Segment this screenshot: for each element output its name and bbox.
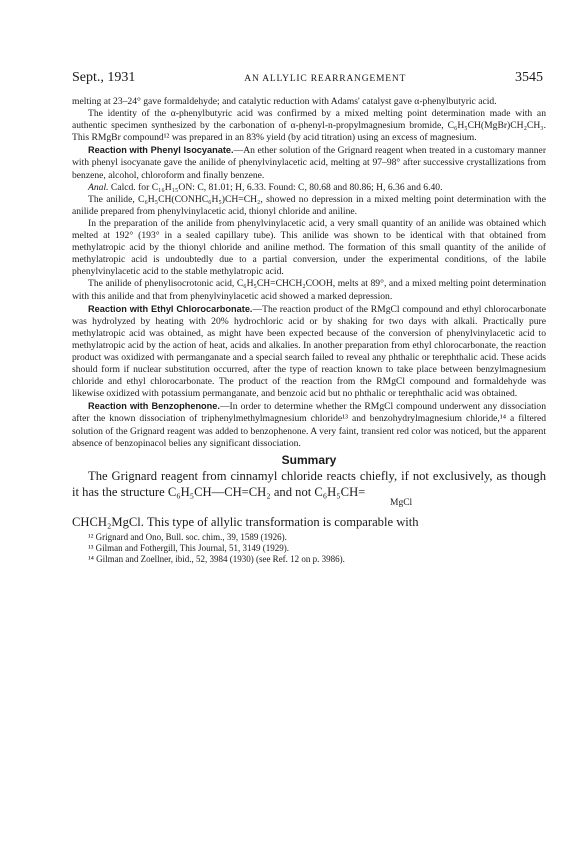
paragraph-continuation: melting at 23–24° gave formaldehyde; and catalytic reduction with Adams' catalyst gave α-phenylbutyric acid. <box>72 96 497 107</box>
header-page-number: 3545 <box>514 70 543 85</box>
footnote-14: ¹⁴ Gilman and Zoellner, ibid., 52, 3984 (1930) (see Ref. 12 on p. 3986). <box>88 554 345 565</box>
structure-substituent-row <box>72 497 546 514</box>
footnote-12: ¹² Grignard and Ono, Bull. soc. chim., 39, 1589 (1926). <box>88 531 287 542</box>
page-header <box>72 70 543 88</box>
paragraph-ethyl-chlorocarbonate <box>72 303 546 401</box>
summary-heading: Summary <box>281 452 337 467</box>
article-body <box>72 96 546 565</box>
paragraph-phenyl-isocyanate <box>72 144 546 181</box>
footnote-13: ¹³ Gilman and Fothergill, This Journal, 51, 3149 (1929). <box>88 543 290 554</box>
paragraph-benzophenone <box>72 400 546 449</box>
paragraph-text: —In order to determine whether the RMgCl compound underwent any dissociation after the known dissociation of triphenylmethylmagnesium chloride¹³ and benzohydrylmagnesium chloride,¹⁴ a filtered solution of the Grignard reagent was added to benzophenone. A very faint, transient red color was noticed, but the apparent absence of benzopinacol belies any significant dissociation. <box>72 401 547 449</box>
paragraph-anilide: The anilide, C₆H₅CH(CONHC₆H₅)CH=CH₂, showed no depression in a mixed melting point determination with the anilide prepared from phenylvinylacetic acid, thionyl chloride and aniline. <box>72 193 546 217</box>
summary-line-1: The Grignard reagent from cinnamyl chloride reacts chiefly, if not exclusively, as though it has the structure C₆H₅CH—CH=CH₂ and not C₆H₅CH= <box>72 468 546 499</box>
run-in-heading: Reaction with Benzophenone. <box>88 401 220 412</box>
paragraph-preparation: In the preparation of the anilide from phenylvinylacetic acid, a very small quantity of an anilide was obtained which melted at 192° (193° in a sealed capillary tube). This anilide was shown to be identical with that obtained from methylatropic acid by the thionyl chloride and aniline method. The formation of this small quantity of the anilide of methylatropic acid is undoubtedly due to a partial conversion, under the experimental conditions, of the labile phenylvinylacetic acid to the stable methylatropic acid. <box>72 217 546 278</box>
header-date: Sept., 1931 <box>72 70 136 85</box>
summary-line-2: CHCH₂MgCl. This type of allylic transformation is comparable with <box>72 514 419 529</box>
paragraph-isocrotonic: The anilide of phenylisocrotonic acid, C₆H₅CH=CHCH₂COOH, melts at 89°, and a mixed melting point determination with this anilide and that from phenylvinylacetic acid showed a marked depression. <box>72 278 546 302</box>
analysis-label: Anal. <box>88 181 109 193</box>
paragraph-text: —An ether solution of the Grignard reagent when treated in a customary manner with phenyl isocyanate gave the anilide of phenylvinylacetic acid, melting at 97–98° after successive crystallizations from benzene, alcohol, chloroform and finally benzene. <box>72 145 547 181</box>
paragraph-analysis <box>72 182 546 194</box>
paragraph-text: Calcd. for C₁₆H₁₅ON: C, 81.01; H, 6.33. Found: C, 80.68 and 80.86; H, 6.36 and 6.40. <box>108 181 443 193</box>
paragraph-identity: The identity of the α-phenylbutyric acid was confirmed by a mixed melting point determination made with an authentic specimen synthesized by the carbonation of α-phenyl-n-propylmagnesium bromide, C₆H₅CH(MgBr)CH₂CH₃. This RMgBr compound¹² was prepared in an 83% yield (by acid titration) using an excess of magnesium. <box>72 108 546 144</box>
mgcl-substituent: MgCl <box>390 497 413 508</box>
footnotes <box>72 532 546 566</box>
header-running-title: AN ALLYLIC REARRANGEMENT <box>244 74 407 84</box>
run-in-heading: Reaction with Ethyl Chlorocarbonate. <box>88 303 253 314</box>
summary-section <box>72 468 546 530</box>
paragraph-text: —The reaction product of the RMgCl compound and ethyl chlorocarbonate was hydrolyzed by heating with 20% hydrochloric acid or by shaking for two days with alkali. Practically pure methylatropic acid was obtained, as might have been expected because of the conversion of phenylvinylacetic acid to methylatropic acid by the action of heat, acids and alkalies. In another preparation from ethyl chlorocarbonate, the reaction product was oxidized with permanganate and a special search failed to reveal any phthalic or terephthalic acid. These acids should form if nuclear substitution occurred, after the type of reaction known to take place between benzylmagnesium chloride and ethyl chlorocarbonate. The product of the reaction from the RMgCl compound and formaldehyde was likewise oxidized with potassium permanganate, and benzoic acid but no phthalic or terephthalic acid was obtained. <box>72 303 546 400</box>
run-in-heading: Reaction with Phenyl Isocyanate. <box>88 145 234 156</box>
